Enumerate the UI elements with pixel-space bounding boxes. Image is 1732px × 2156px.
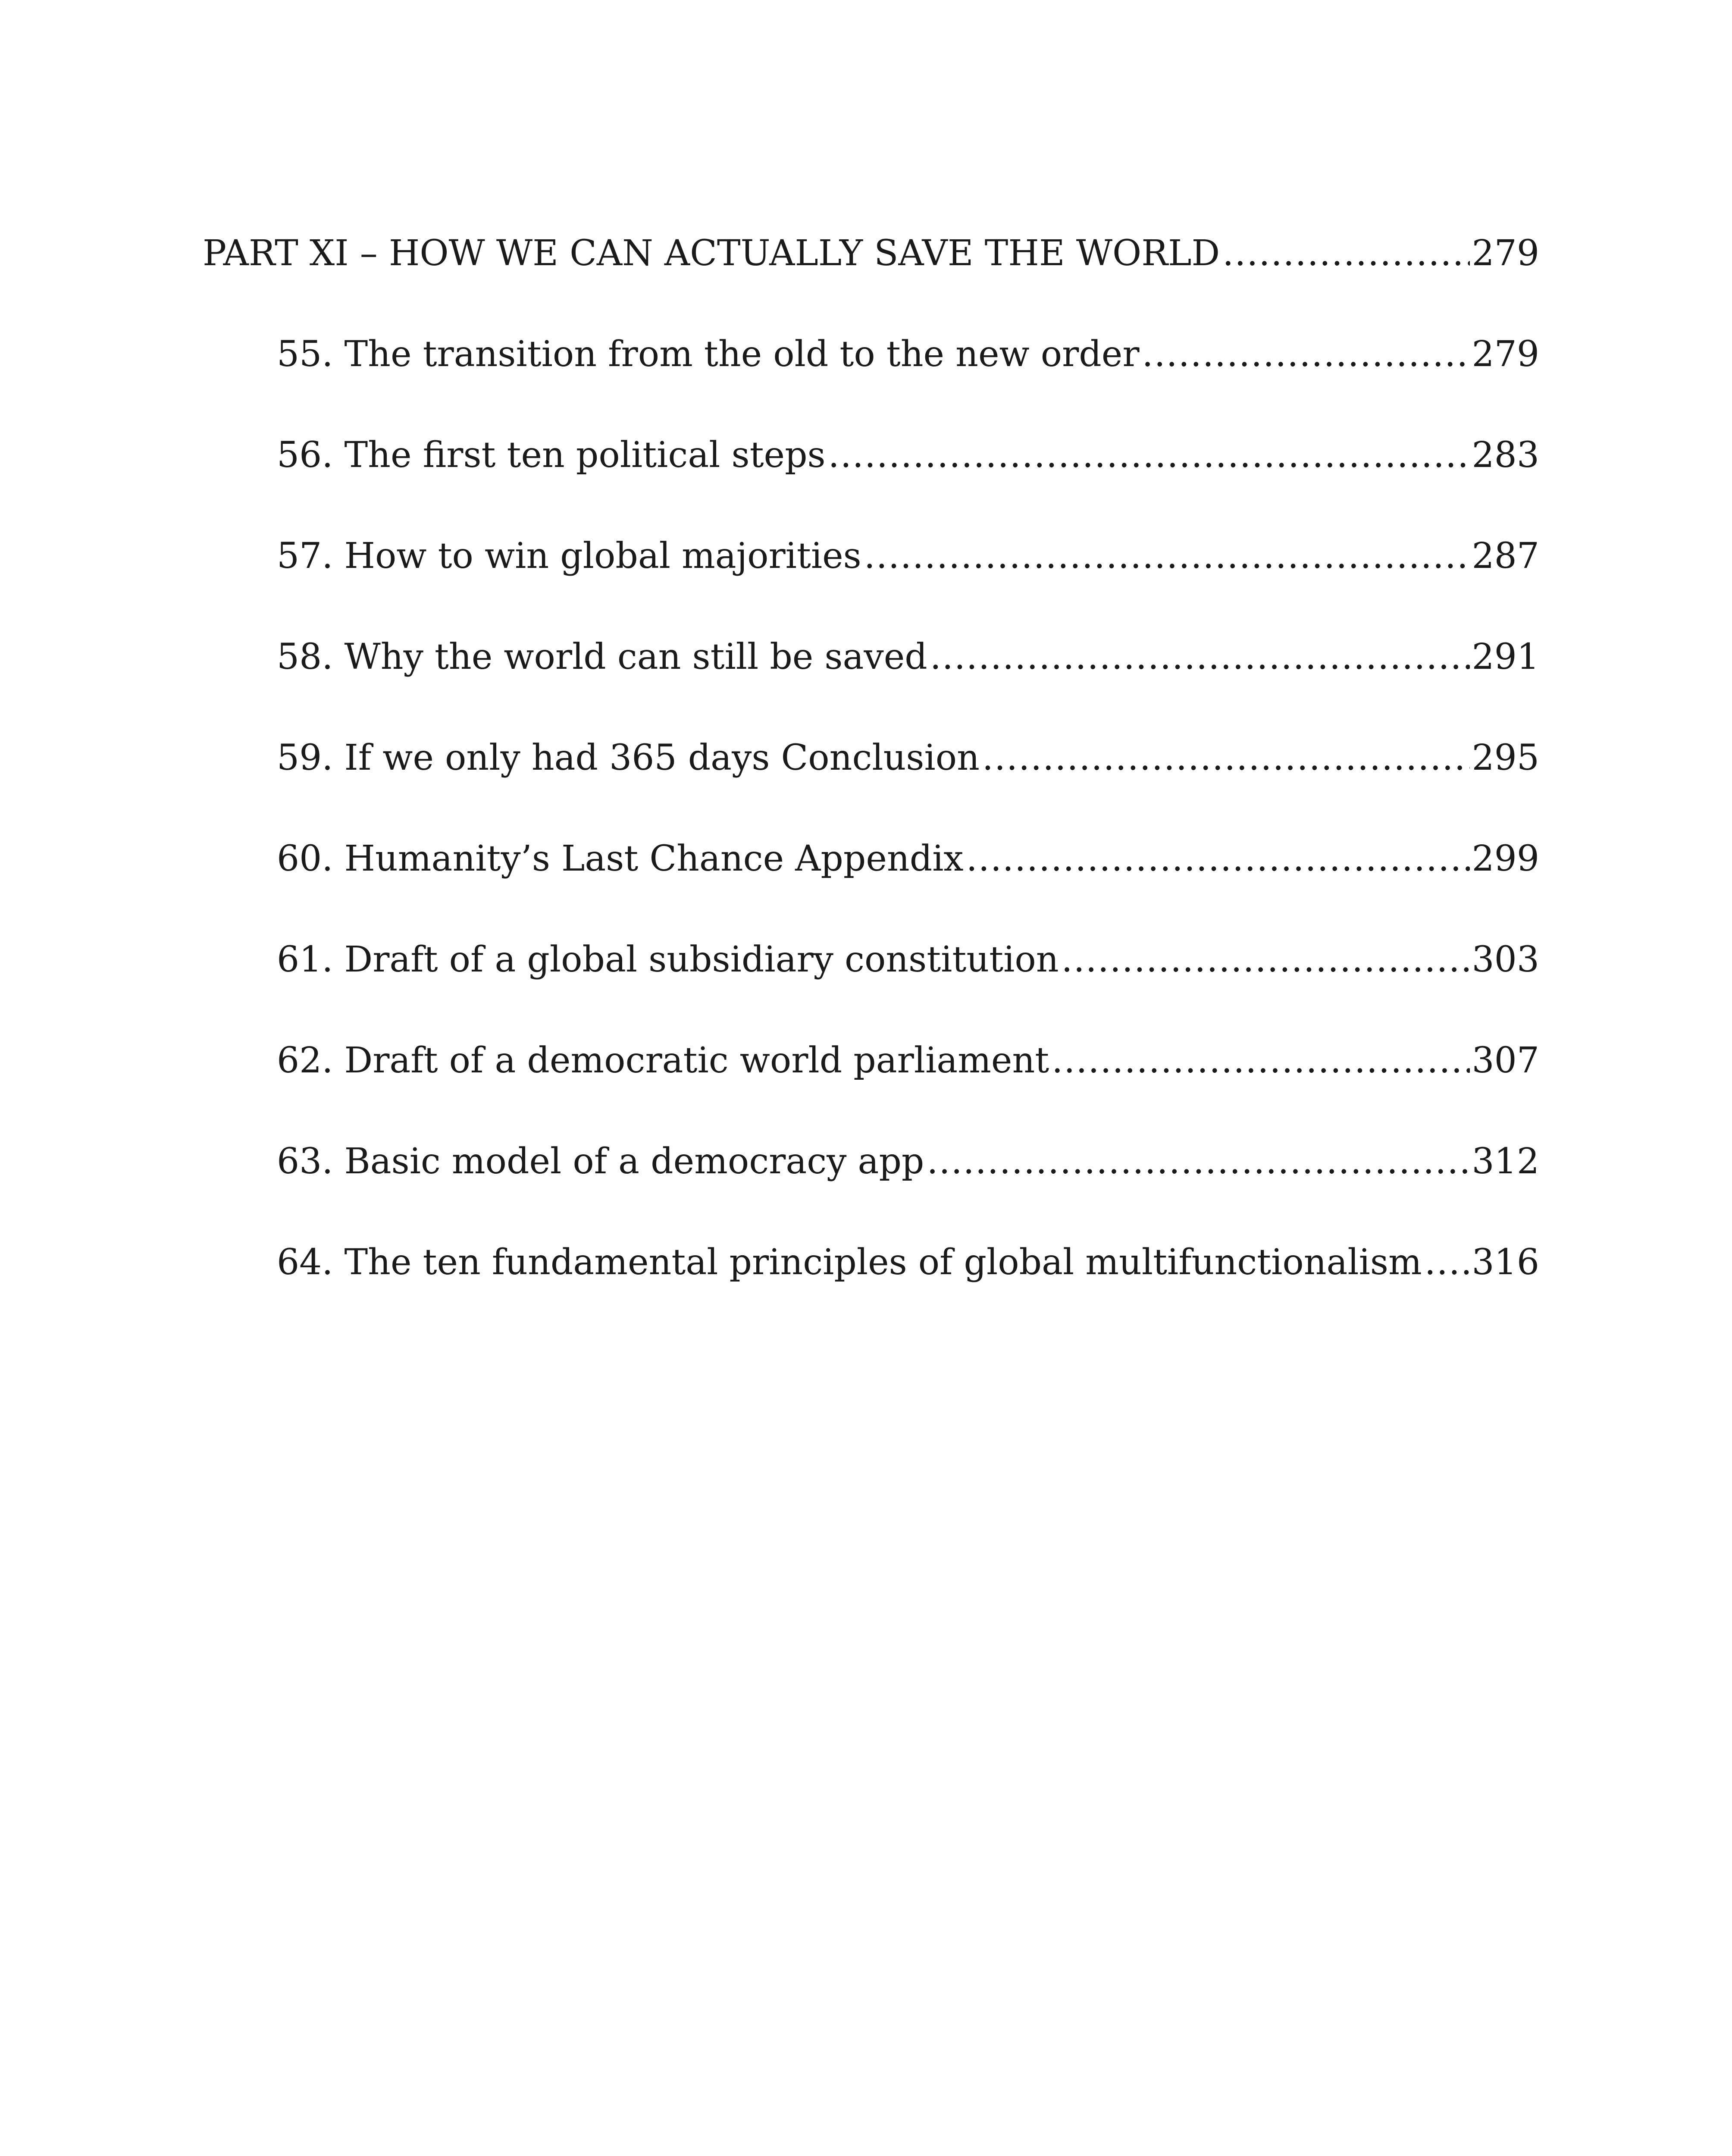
dot-leader [982, 737, 1470, 778]
toc-entry-chapter-56 [203, 404, 1539, 505]
dot-leader [930, 636, 1470, 677]
toc-entry-chapter-55 [203, 304, 1539, 404]
dot-leader [1062, 939, 1470, 980]
toc-entry-title: 58. Why the world can still be saved [277, 636, 927, 677]
toc-entry-chapter-63 [203, 1111, 1539, 1212]
dot-leader [1052, 1040, 1470, 1081]
toc-entry-page-number: 279 [1472, 333, 1539, 375]
toc-entry-title: 63. Basic model of a democracy app [277, 1141, 924, 1182]
toc-entry-page-number: 291 [1472, 636, 1539, 677]
toc-entry-title: 57. How to win global majorities [277, 535, 861, 577]
toc-entry-page-number: 312 [1472, 1141, 1539, 1182]
toc-entry-part-xi [203, 203, 1539, 304]
dot-leader [1425, 1242, 1470, 1283]
toc-entry-page-number: 283 [1472, 434, 1539, 476]
dot-leader [927, 1141, 1470, 1182]
toc-entry-title: 60. Humanity’s Last Chance Appendix [277, 838, 964, 879]
dot-leader [864, 536, 1470, 577]
toc-entry-chapter-57 [203, 505, 1539, 606]
toc-entry-title: 56. The first ten political steps [277, 434, 826, 476]
toc-entry-page-number: 287 [1472, 535, 1539, 577]
toc-entry-title: 59. If we only had 365 days Conclusion [277, 737, 980, 778]
toc-entry-page-number: 299 [1472, 838, 1539, 879]
toc-entry-chapter-60 [203, 808, 1539, 909]
toc-entry-title: 62. Draft of a democratic world parliament [277, 1040, 1049, 1081]
dot-leader [1142, 334, 1470, 375]
toc-entry-title: 61. Draft of a global subsidiary constitution [277, 939, 1059, 980]
toc-entry-chapter-58 [203, 606, 1539, 707]
toc-entry-page-number: 295 [1472, 737, 1539, 778]
dot-leader [828, 435, 1470, 476]
toc-entry-page-number: 279 [1472, 232, 1539, 274]
toc-entry-title: 55. The transition from the old to the new order [277, 333, 1140, 375]
toc-entry-chapter-64 [203, 1212, 1539, 1313]
toc-entry-chapter-61 [203, 909, 1539, 1010]
toc-entry-chapter-59 [203, 707, 1539, 808]
toc-entry-title: 64. The ten fundamental principles of global multifunctionalism [277, 1241, 1422, 1283]
toc-entry-page-number: 303 [1472, 939, 1539, 980]
dot-leader [1222, 233, 1470, 274]
toc-entry-page-number: 316 [1472, 1241, 1539, 1283]
toc-entry-page-number: 307 [1472, 1040, 1539, 1081]
dot-leader [966, 838, 1470, 879]
table-of-contents [203, 203, 1539, 1313]
toc-entry-chapter-62 [203, 1010, 1539, 1111]
toc-entry-title: PART XI – HOW WE CAN ACTUALLY SAVE THE WORLD [203, 232, 1220, 274]
